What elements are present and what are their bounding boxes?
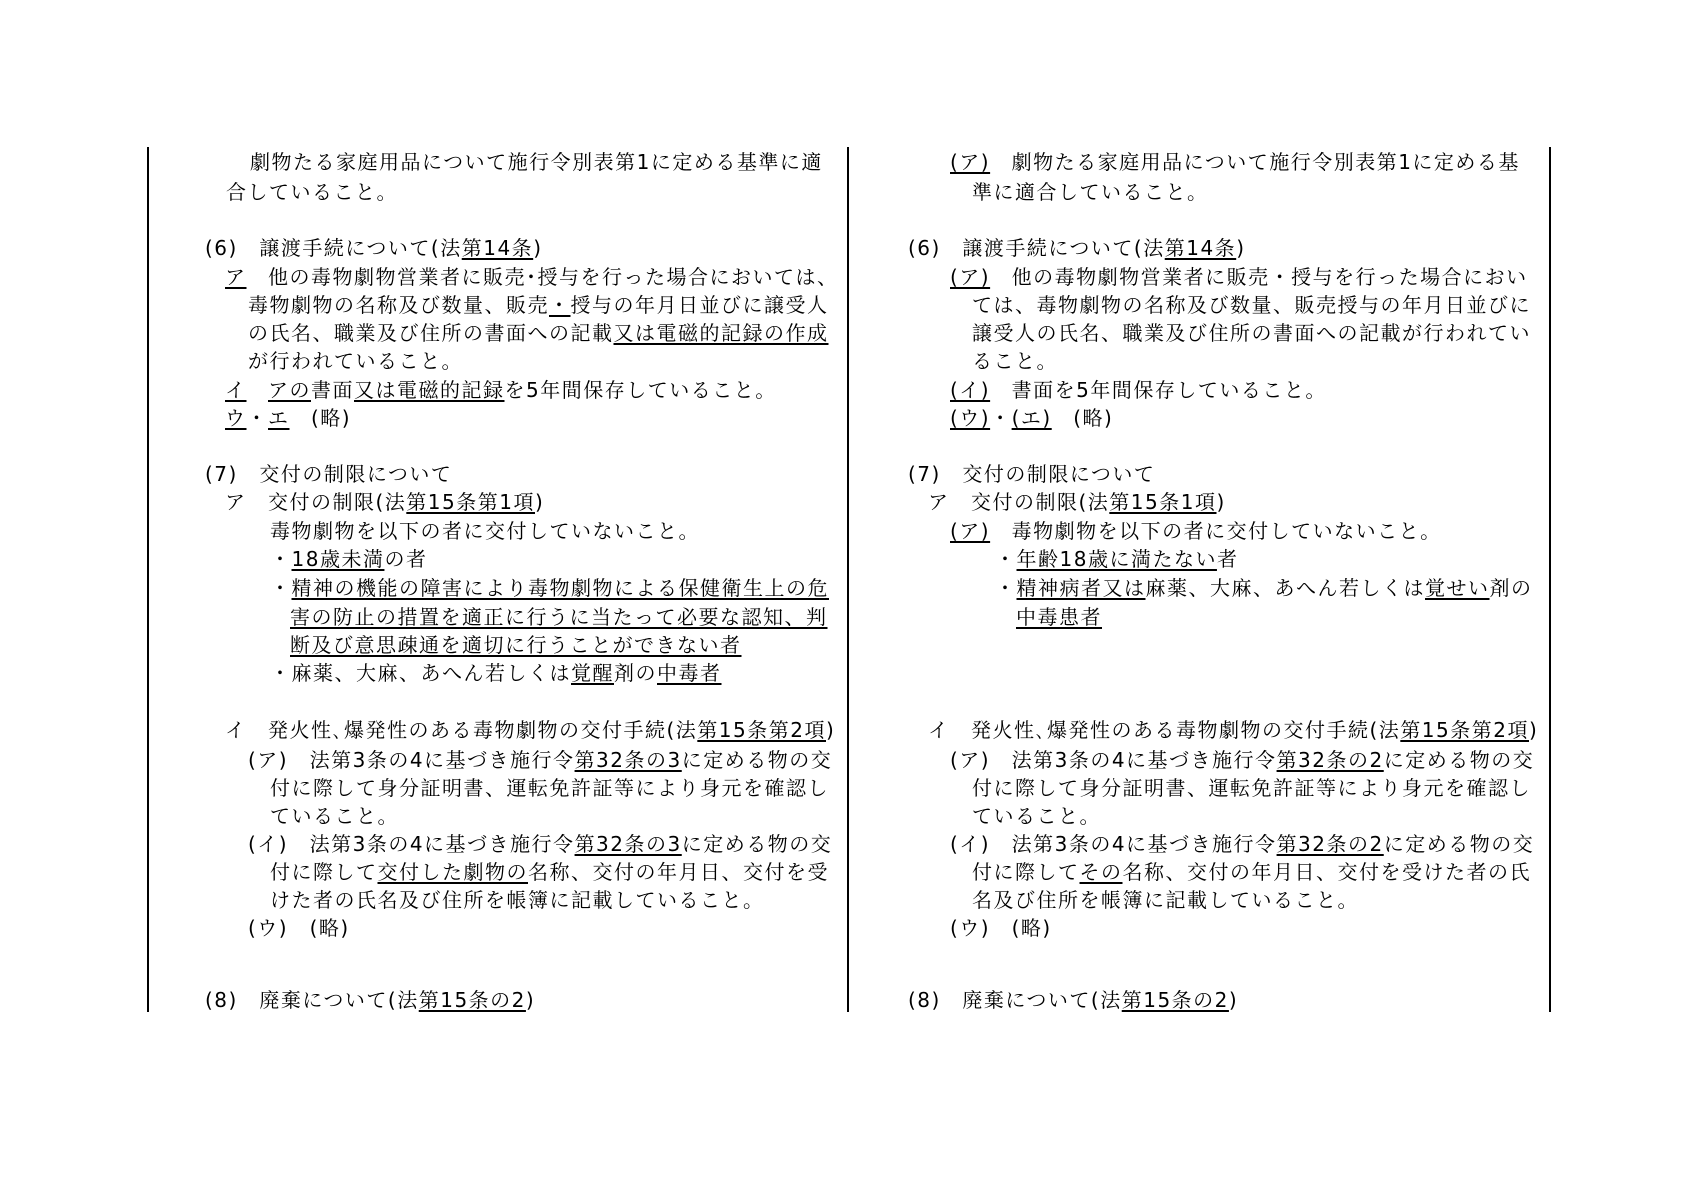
text-segment: 書面を5年間保存していること。	[990, 378, 1327, 402]
text-segment: イ 発火性､爆発性のある毒物劇物の交付手続(法	[928, 718, 1401, 742]
text-segment: ・麻薬、大麻、あへん若しくは	[270, 661, 571, 685]
underlined-amendment: 第32条の2	[1276, 748, 1384, 772]
text-segment: )	[1529, 718, 1539, 742]
text-line	[972, 860, 1531, 884]
underlined-amendment: 覚醒	[571, 661, 614, 685]
text-segment: に定める物の交	[681, 832, 833, 856]
underlined-amendment: (ア)	[950, 519, 991, 543]
text-segment: ・	[270, 547, 292, 571]
text-segment: 剤の	[614, 661, 657, 685]
underlined-amendment: ア	[225, 265, 247, 289]
text-segment: に定める物の交	[681, 748, 833, 772]
text-line	[1016, 605, 1102, 629]
text-segment: (イ) 法第3条の4に基づき施行令	[248, 832, 575, 856]
text-segment: )	[1228, 988, 1239, 1012]
text-segment: に定める物の交	[1383, 748, 1535, 772]
text-segment: ・	[995, 576, 1017, 600]
underlined-amendment: 中毒者	[657, 661, 722, 685]
text-segment: )	[533, 236, 543, 260]
text-segment: 劇物たる家庭用品について施行令別表第1に定める基	[990, 150, 1520, 174]
text-segment: ア 交付の制限(法	[225, 490, 407, 514]
text-line	[972, 293, 1531, 317]
text-line	[928, 718, 1538, 742]
underlined-amendment: 第15条の2	[1121, 988, 1229, 1012]
text-segment: (6) 譲渡手続について(法	[908, 236, 1165, 260]
underlined-amendment: (ウ)	[950, 406, 991, 430]
underlined-amendment: 第15条の2	[418, 988, 526, 1012]
text-segment: 麻薬、大麻、あへん若しくは	[1145, 576, 1425, 600]
text-line	[972, 804, 1101, 828]
text-line	[995, 547, 1238, 571]
underlined-amendment: (エ)	[1011, 406, 1052, 430]
text-segment: 者	[1216, 547, 1239, 571]
text-segment: (7) 交付の制限について	[205, 462, 453, 486]
text-line	[972, 888, 1359, 912]
text-segment: (ア) 法第3条の4に基づき施行令	[950, 748, 1277, 772]
underlined-amendment: 第15条1項	[1109, 490, 1217, 514]
text-segment: 毒物劇物を以下の者に交付していないこと。	[990, 519, 1442, 543]
text-segment: が行われていること。	[248, 349, 463, 373]
underlined-amendment: 第14条	[1164, 236, 1237, 260]
text-segment: 他の毒物劇物営業者に販売・授与を行った場合におい	[990, 265, 1528, 289]
text-segment: 毒物劇物の名称及び数量、販売	[248, 293, 549, 317]
text-segment: 付に際して身分証明書、運転免許証等により身元を確認し	[972, 776, 1531, 800]
text-segment: の者	[384, 547, 428, 571]
text-segment: )	[1236, 236, 1246, 260]
text-segment: 劇物たる家庭用品について施行令別表第1に定める基準に適	[250, 150, 823, 174]
text-segment: )	[1216, 490, 1226, 514]
underlined-amendment: 第32条の2	[1276, 832, 1384, 856]
text-segment: (ウ) (略)	[248, 916, 350, 940]
text-line	[950, 748, 1534, 772]
text-segment: 準に適合していること。	[972, 180, 1209, 204]
text-segment: (イ) 法第3条の4に基づき施行令	[950, 832, 1277, 856]
text-line	[950, 916, 1052, 940]
text-line	[972, 180, 1209, 204]
underlined-amendment: 中毒患者	[1016, 605, 1102, 629]
underlined-amendment: 精神病者又は	[1016, 576, 1146, 600]
underlined-amendment: 第32条の3	[574, 832, 682, 856]
text-segment: けた者の氏名及び住所を帳簿に記載していること。	[270, 888, 765, 912]
text-line	[928, 490, 1226, 514]
text-segment: 名称、交付の年月日、交付を受けた者の氏	[1122, 860, 1531, 884]
underlined-amendment: (イ)	[950, 378, 991, 402]
text-line	[908, 462, 1155, 486]
text-segment: 書面	[311, 378, 354, 402]
text-line	[972, 349, 1058, 373]
text-segment: イ 発火性､爆発性のある毒物劇物の交付手続(法	[225, 718, 698, 742]
text-line	[908, 988, 1238, 1012]
underlined-amendment: (ア)	[950, 150, 991, 174]
text-line	[972, 776, 1531, 800]
text-segment: (略)	[1051, 406, 1114, 430]
text-line	[908, 236, 1246, 260]
text-segment: 名及び住所を帳簿に記載していること。	[972, 888, 1359, 912]
text-segment: 他の毒物劇物営業者に販売･授与を行った場合においては、	[246, 265, 839, 289]
text-segment: ていること。	[972, 804, 1101, 828]
text-segment: (6) 譲渡手続について(法	[205, 236, 462, 260]
underlined-amendment: 年齢18歳に満たない	[1016, 547, 1217, 571]
underlined-amendment: 第14条	[461, 236, 534, 260]
text-segment: ていること。	[270, 804, 399, 828]
text-line	[950, 406, 1113, 430]
text-segment: )	[525, 988, 536, 1012]
text-segment: 譲受人の氏名、職業及び住所の書面への記載が行われてい	[972, 321, 1531, 345]
text-line	[950, 378, 1327, 402]
text-segment: 授与の年月日並びに譲受人	[570, 293, 829, 317]
text-segment: を5年間保存していること。	[504, 378, 777, 402]
text-segment: 付に際して	[972, 860, 1080, 884]
text-segment: 付に際して	[270, 860, 378, 884]
text-line	[972, 321, 1531, 345]
text-line	[995, 576, 1533, 600]
underlined-amendment: アの	[268, 378, 311, 402]
text-segment: の氏名、職業及び住所の書面への記載	[248, 321, 614, 345]
text-segment: (ウ) (略)	[950, 916, 1052, 940]
text-segment: )	[535, 490, 545, 514]
underlined-amendment: 第15条第2項	[1400, 718, 1529, 742]
underlined-amendment: 精神の機能の障害により毒物劇物による保健衛生上の危	[291, 576, 829, 600]
text-segment: 毒物劇物を以下の者に交付していないこと。	[270, 519, 700, 543]
underlined-amendment: 第15条第1項	[406, 490, 535, 514]
text-segment: ・	[995, 547, 1017, 571]
text-segment: 合していること。	[226, 180, 398, 204]
text-line	[950, 519, 1442, 543]
underlined-amendment: ・	[549, 293, 571, 317]
underlined-amendment: 覚せい	[1425, 576, 1490, 600]
text-segment: (ア) 法第3条の4に基づき施行令	[248, 748, 575, 772]
underlined-amendment: 又は電磁的記録の作成	[613, 321, 829, 345]
underlined-amendment: エ	[268, 406, 290, 430]
text-segment: ・	[990, 406, 1012, 430]
text-line	[950, 150, 1520, 174]
text-segment: に定める物の交	[1383, 832, 1535, 856]
text-segment: ては、毒物劇物の名称及び数量、販売授与の年月日並びに	[972, 293, 1531, 317]
text-segment: 付に際して身分証明書、運転免許証等により身元を確認し	[270, 776, 829, 800]
text-line	[950, 832, 1534, 856]
text-segment: )	[826, 718, 836, 742]
underlined-amendment: 断及び意思疎通を適切に行うことができない者	[290, 633, 742, 657]
text-segment: (8) 廃棄について(法	[908, 988, 1122, 1012]
underlined-amendment: イ	[225, 378, 247, 402]
text-segment: (7) 交付の制限について	[908, 462, 1156, 486]
text-segment: ・	[246, 406, 268, 430]
underlined-amendment: ウ	[225, 406, 247, 430]
text-segment: (略)	[289, 406, 352, 430]
text-segment: ア 交付の制限(法	[928, 490, 1110, 514]
text-line	[950, 265, 1528, 289]
underlined-amendment: 第32条の3	[574, 748, 682, 772]
text-segment: ・	[270, 576, 292, 600]
underlined-amendment: その	[1079, 860, 1123, 884]
underlined-amendment: 交付した劇物の	[377, 860, 528, 884]
underlined-amendment: 害の防止の措置を適正に行うに当たって必要な認知、判	[290, 605, 828, 629]
text-segment: ること。	[972, 349, 1058, 373]
underlined-amendment: (ア)	[950, 265, 991, 289]
text-segment: (8) 廃棄について(法	[205, 988, 419, 1012]
text-segment: 名称、交付の年月日、交付を受	[528, 860, 829, 884]
text-segment: 剤の	[1489, 576, 1533, 600]
underlined-amendment: 第15条第2項	[697, 718, 826, 742]
underlined-amendment: 18歳未満	[291, 547, 385, 571]
underlined-amendment: 又は電磁的記録	[354, 378, 505, 402]
